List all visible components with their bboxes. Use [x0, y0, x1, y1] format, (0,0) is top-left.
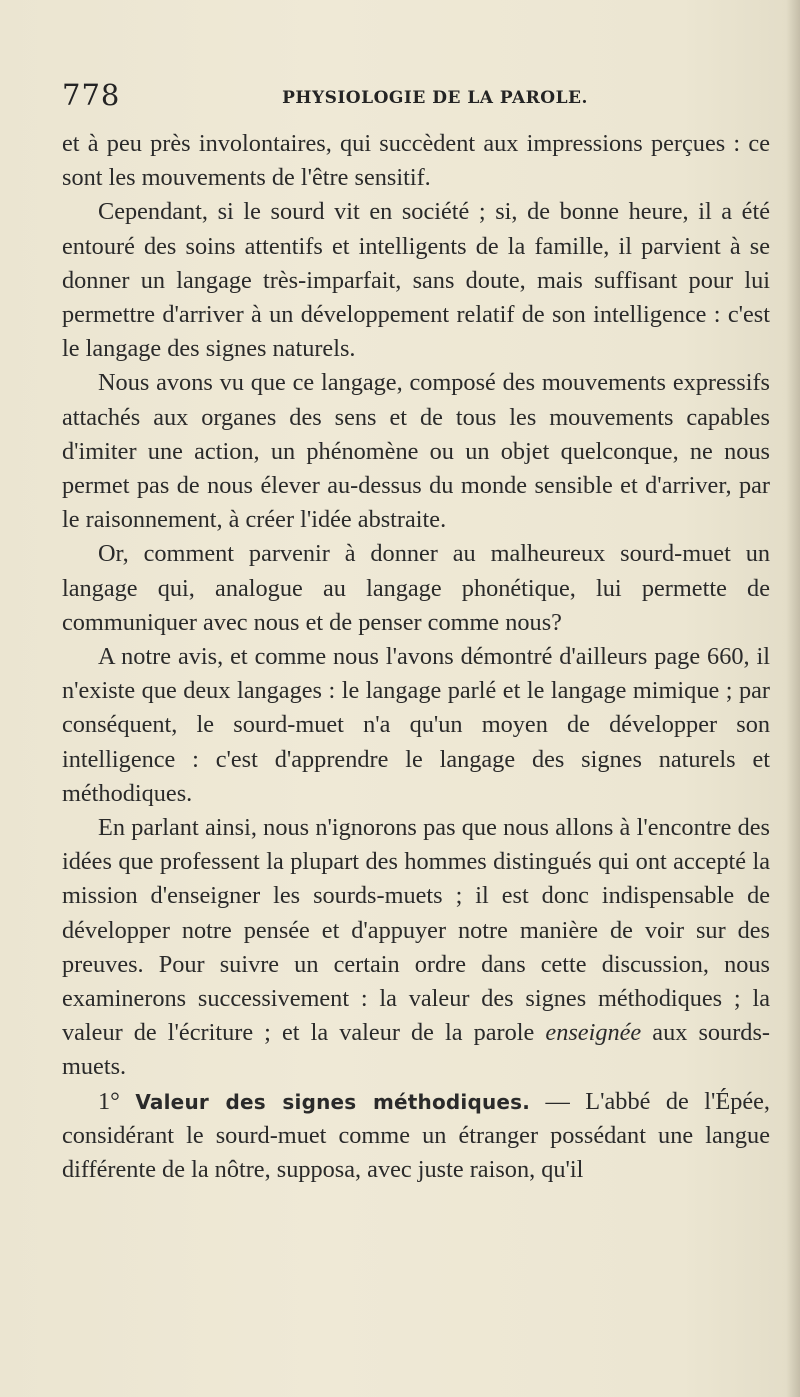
page-edge-shadow	[786, 0, 800, 1397]
paragraph-6-text-before: En parlant ainsi, nous n'ignorons pas que nous allons à l'encontre des idées que professent la plupart des hommes distingués qui ont accepté la mission d'enseigner les sourds-muets ; il est donc indispensable de développer notre pensée et d'appuyer notre manière de voir sur des preuves. Pour suivre un certain ordre dans cette discussion, nous examinerons successivement : la valeur des signes méthodiques ; la valeur de l'écriture ; et la valeur de la parole	[62, 814, 770, 1047]
running-title: PHYSIOLOGIE DE LA PAROLE.	[282, 88, 588, 108]
paragraph-6	[62, 811, 770, 1085]
paragraph-3: Nous avons vu que ce langage, composé des mouvements expressifs attachés aux organes des sens et de tous les mouvements capables d'imiter une action, un phénomène ou un objet quelconque, ne nous permet pas de nous élever au-dessus du monde sensible et d'arriver, par le raisonnement, à créer l'idée abstraite.	[62, 369, 770, 534]
paragraph-7-text: — L'abbé de l'Épée, considérant le sourd-muet comme un étranger possédant une langue différente de la nôtre, supposa, avec juste raison, qu'il	[62, 1087, 770, 1184]
page-header	[62, 78, 762, 122]
paragraph-4: Or, comment parvenir à donner au malheureux sourd-muet un langage qui, analogue au langage phonétique, lui permette de communiquer avec nous et de penser comme nous?	[62, 540, 770, 636]
paragraph-2: Cependant, si le sourd vit en société ; si, de bonne heure, il a été entouré des soins attentifs et intelligents de la famille, il parvient à se donner un langage très-imparfait, sans doute, mais suffisant pour lui permettre d'arriver à un développement relatif de son intelligence : c'est le langage des signes naturels.	[62, 198, 770, 363]
paragraph-7	[62, 1085, 770, 1188]
section-number: 1°	[98, 1087, 120, 1115]
paragraph-5: A notre avis, et comme nous l'avons démontré d'ailleurs page 660, il n'existe que deux langages : le langage parlé et le langage mimique ; par conséquent, le sourd-muet n'a qu'un moyen de développer son intelligence : c'est d'apprendre le langage des signes naturels et méthodiques.	[62, 643, 770, 807]
body-text	[62, 127, 770, 1187]
page-number: 778	[62, 78, 121, 112]
paragraph-6-text-after: aux sourds-muets.	[62, 1019, 770, 1081]
paragraph-6-italic: enseignée	[545, 1019, 642, 1047]
paragraph-1: et à peu près involontaires, qui succèdent aux impressions perçues : ce sont les mouvements de l'être sensitif.	[62, 130, 770, 192]
section-heading: Valeur des signes méthodiques.	[135, 1089, 531, 1114]
